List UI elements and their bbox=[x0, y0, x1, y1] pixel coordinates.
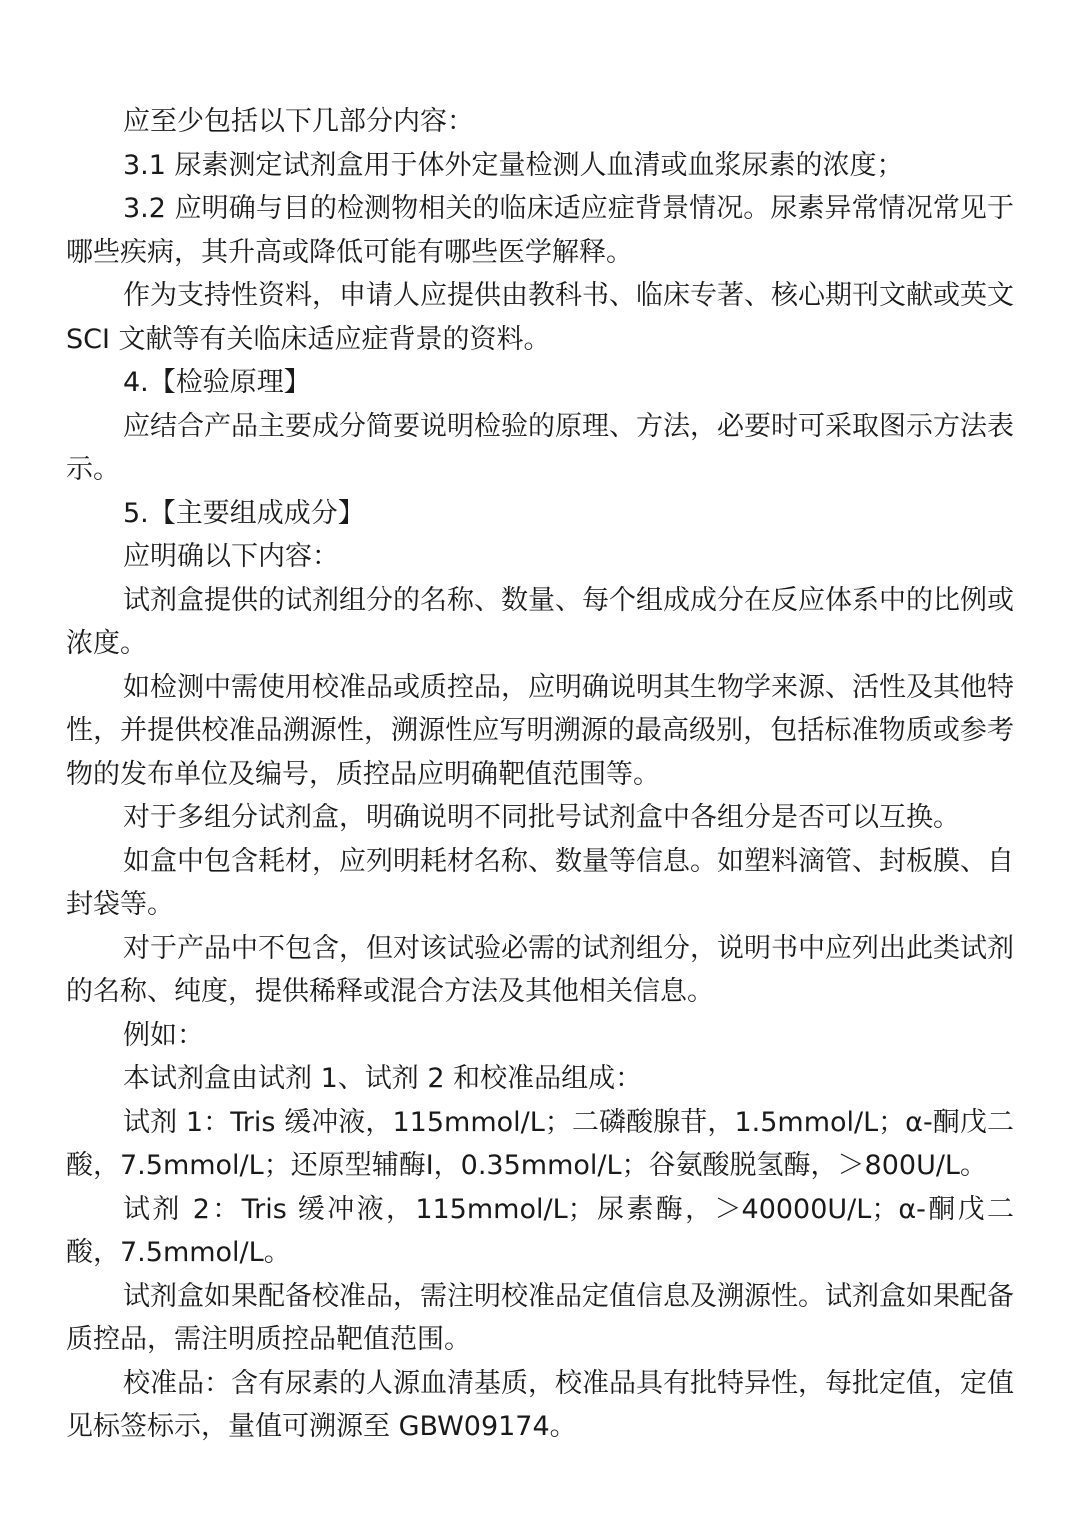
example-label: 例如： bbox=[123, 1019, 204, 1051]
calibrator-control-paragraph: 试剂盒如果配备校准品，需注明校准品定值信息及溯源性。试剂盒如果配备质控品，需注明质控品靶值范围。 bbox=[66, 1280, 1014, 1355]
section-4-heading: 4.【检验原理】 bbox=[123, 367, 311, 398]
not-included-paragraph: 对于产品中不包含，但对该试验必需的试剂组分，说明书中应列出此类试剂的名称、纯度，提供稀释或混合方法及其他相关信息。 bbox=[66, 932, 1014, 1007]
document-body bbox=[66, 100, 1014, 1449]
intro-paragraph: 应至少包括以下几部分内容： bbox=[123, 106, 474, 137]
kit-composition-paragraph: 本试剂盒由试剂 1、试剂 2 和校准品组成： bbox=[123, 1063, 643, 1094]
supporting-materials-paragraph: 作为支持性资料，申请人应提供由教科书、临床专著、核心期刊文献或英文 SCI 文献等有关临床适应症背景的资料。 bbox=[66, 280, 1014, 355]
clarify-paragraph: 应明确以下内容： bbox=[123, 541, 339, 572]
components-paragraph: 试剂盒提供的试剂组分的名称、数量、每个组成成分在反应体系中的比例或浓度。 bbox=[66, 584, 1014, 659]
section-5-heading: 5.【主要组成成分】 bbox=[123, 497, 365, 529]
principle-paragraph: 应结合产品主要成分简要说明检验的原理、方法，必要时可采取图示方法表示。 bbox=[66, 410, 1014, 485]
reagent-2-paragraph: 试剂 2：Tris 缓冲液，115mmol/L；尿素酶，＞40000U/L；α-酮戊二酸，7.5mmol/L。 bbox=[66, 1193, 1014, 1268]
section-3-1-paragraph: 3.1 尿素测定试剂盒用于体外定量检测人血清或血浆尿素的浓度； bbox=[123, 149, 904, 181]
consumables-paragraph: 如盒中包含耗材，应列明耗材名称、数量等信息。如塑料滴管、封板膜、自封袋等。 bbox=[66, 845, 1014, 920]
multi-component-paragraph: 对于多组分试剂盒，明确说明不同批号试剂盒中各组分是否可以互换。 bbox=[123, 802, 960, 833]
calibrator-description-paragraph: 校准品：含有尿素的人源血清基质，校准品具有批特异性，每批定值，定值见标签标示，量值可溯源至 GBW09174。 bbox=[66, 1367, 1014, 1442]
calibrator-paragraph: 如检测中需使用校准品或质控品，应明确说明其生物学来源、活性及其他特性，并提供校准品溯源性，溯源性应写明溯源的最高级别，包括标准物质或参考物的发布单位及编号，质控品应明确靶值范围等。 bbox=[66, 671, 1014, 790]
section-3-2-paragraph: 3.2 应明确与目的检测物相关的临床适应症背景情况。尿素异常情况常见于哪些疾病，其升高或降低可能有哪些医学解释。 bbox=[66, 193, 1014, 268]
reagent-1-paragraph: 试剂 1：Tris 缓冲液，115mmol/L；二磷酸腺苷，1.5mmol/L；α-酮戊二酸，7.5mmol/L；还原型辅酶Ⅰ，0.35mmol/L；谷氨酸脱氢酶，＞800U/L。 bbox=[66, 1106, 1014, 1181]
